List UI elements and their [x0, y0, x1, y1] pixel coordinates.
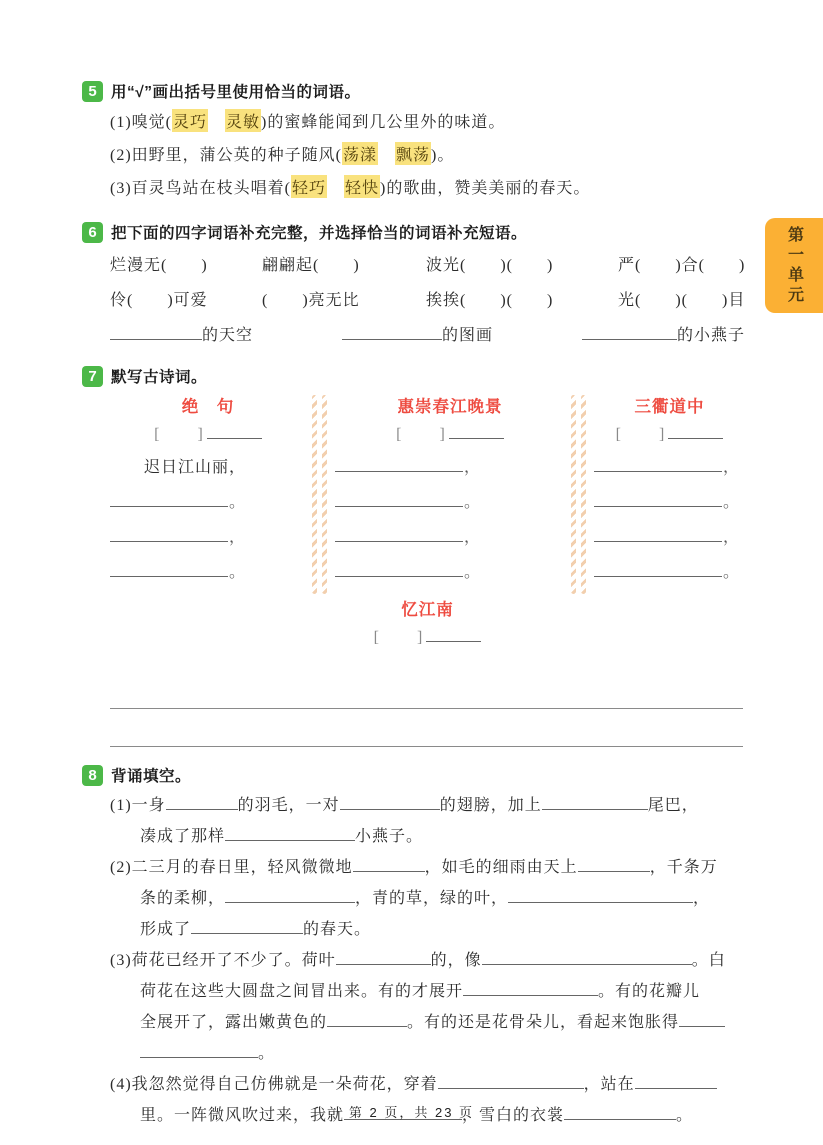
rope-divider [312, 395, 327, 594]
fill-blank [582, 334, 677, 340]
poem-line [110, 559, 306, 594]
worksheet-item [110, 142, 745, 175]
section-number-badge: 5 [82, 81, 103, 102]
text-run [327, 175, 344, 198]
worksheet-line [110, 1040, 745, 1071]
fill-blank [166, 804, 238, 810]
poem-title: 惠崇春江晚景 [397, 398, 503, 416]
page-footer: 第 2 页，共 23 页 [348, 1105, 475, 1120]
fill-blank [335, 570, 463, 577]
section-title: 默写古诗词。 [111, 369, 208, 386]
fill-blank [110, 334, 202, 340]
poems-row [110, 393, 745, 594]
punctuation: 。 [229, 564, 247, 581]
fill-blank [463, 990, 598, 996]
idiom-cell: 烂漫无( ) [110, 257, 208, 274]
text-run: ，千条万 [649, 859, 718, 876]
fill-blank [191, 928, 303, 934]
worksheet-line [110, 947, 745, 978]
idiom-cell: 光( )( )目 [618, 292, 746, 309]
text-run: 的图画 [441, 327, 493, 344]
fill-blank [668, 433, 723, 439]
fill-blank [438, 1083, 584, 1089]
dynasty-bracket: [ ] [154, 426, 205, 443]
text-run: 的，像 [430, 952, 482, 969]
idiom-cell: 翩翩起( ) [262, 257, 360, 274]
highlight-word: 灵巧 [172, 109, 208, 132]
worksheet-line [110, 175, 745, 208]
fill-blank [594, 500, 722, 507]
punctuation: ， [229, 529, 247, 546]
fill-blank [335, 535, 463, 542]
text-run: 凑成了那样 [140, 828, 226, 845]
unit-tab-label: 第一单元 [785, 225, 803, 306]
punctuation: ， [723, 529, 741, 546]
text-run: 里。一阵微风吹过来，我就 [140, 1107, 345, 1124]
poem-author-line [335, 421, 565, 454]
section-number-badge: 7 [82, 366, 103, 387]
poem-title: 忆江南 [401, 601, 454, 619]
worksheet-line [110, 142, 745, 175]
center-poem [110, 596, 745, 657]
worksheet-item [110, 792, 745, 854]
fill-blank [336, 959, 431, 965]
poem-column [335, 393, 565, 594]
highlight-word: 荡漾 [342, 142, 378, 165]
poem-line [110, 454, 306, 489]
section-number-badge: 8 [82, 765, 103, 786]
poem-author-line [374, 624, 482, 657]
text-run: )。 [431, 147, 455, 164]
section-5 [82, 78, 745, 208]
fill-blank [340, 804, 440, 810]
section-body [110, 393, 745, 747]
text-run: 的小燕子 [676, 327, 745, 344]
section-header [82, 363, 745, 389]
text-run: 。有的花瓣儿 [598, 983, 701, 1000]
poem-column [110, 393, 306, 594]
text-run: ，青的草，绿的叶， [355, 890, 509, 907]
section-title: 把下面的四字词语补充完整，并选择恰当的词语补充短语。 [111, 225, 528, 242]
text-run: 。有的还是花骨朵儿，看起来饱胀得 [407, 1014, 680, 1031]
phrase-row [110, 322, 745, 354]
text-run: 尾巴， [647, 797, 699, 814]
text-run: ，站在 [583, 1076, 635, 1093]
punctuation: ， [464, 529, 482, 546]
poem-title: 绝 句 [181, 398, 235, 416]
fill-blank [353, 866, 425, 872]
rope-divider [571, 395, 586, 594]
text-run: 的春天。 [303, 921, 372, 938]
text-run: 。 [676, 1107, 694, 1124]
text-run [208, 109, 225, 132]
text-run: 条的柔柳， [140, 890, 226, 907]
fill-blank [594, 465, 722, 472]
text-run: 。白 [691, 952, 726, 969]
punctuation: 。 [229, 494, 247, 511]
dynasty-bracket: [ ] [373, 629, 425, 646]
section-header [82, 762, 745, 788]
poem-line [110, 489, 306, 524]
fill-blank [426, 636, 481, 642]
fill-blank [594, 535, 722, 542]
idiom-cell: 伶( )可爱 [110, 292, 208, 309]
section-body [110, 252, 745, 354]
idiom-cell: 波光( )( ) [426, 257, 554, 274]
text-run: ，雪白的衣裳 [462, 1107, 565, 1124]
poem-title: 三衢道中 [634, 398, 705, 416]
worksheet-line [110, 885, 745, 916]
punctuation: 。 [723, 494, 741, 511]
poem-line [594, 454, 745, 489]
dynasty-bracket: [ ] [615, 426, 667, 443]
poem-line [335, 559, 565, 594]
fill-blank [342, 334, 442, 340]
section-title: 背诵填空。 [111, 768, 192, 785]
text-run: 。 [258, 1045, 276, 1062]
rope-strand [322, 395, 327, 594]
fill-blank [335, 500, 463, 507]
section-number-badge: 6 [82, 222, 103, 243]
fill-blank [110, 535, 228, 542]
fill-blank [594, 570, 722, 577]
section-title: 用“√”画出括号里使用恰当的词语。 [111, 84, 361, 101]
highlight-word: 飘荡 [395, 142, 431, 165]
worksheet-item [110, 947, 745, 1071]
text-run: (4)我忽然觉得自己仿佛就是一朵荷花，穿着 [110, 1076, 438, 1093]
worksheet-line [110, 1009, 745, 1040]
fill-blank [335, 465, 463, 472]
highlight-word: 轻快 [344, 175, 380, 198]
text-run: (3)荷花已经开了不少了。荷叶 [110, 952, 336, 969]
fill-blank [225, 835, 355, 841]
poem-author-line [110, 421, 306, 454]
poem-line [594, 559, 745, 594]
worksheet-item [110, 854, 745, 947]
section-header [82, 219, 745, 245]
fill-blank [110, 570, 228, 577]
fill-blank [140, 1052, 258, 1058]
poem-line [594, 524, 745, 559]
phrase-group [342, 322, 493, 345]
text-run: ， [693, 890, 711, 907]
highlight-word: 灵敏 [225, 109, 261, 132]
idiom-cell: ( )亮无比 [262, 292, 360, 309]
idiom-row [110, 287, 745, 322]
fill-blank [449, 433, 504, 439]
rope-strand [571, 395, 576, 594]
section-body [110, 792, 745, 1133]
punctuation: 。 [464, 494, 482, 511]
text-run: ，如毛的细雨由天上 [424, 859, 578, 876]
text-run: )的歌曲，赞美美丽的春天。 [380, 180, 591, 197]
worksheet-line [110, 1071, 745, 1102]
section-6 [82, 219, 745, 354]
section-7 [82, 363, 745, 747]
fill-blank [110, 500, 228, 507]
answer-line [110, 671, 743, 709]
poem-line [335, 489, 565, 524]
highlight-word: 轻巧 [291, 175, 327, 198]
idiom-cell: 挨挨( )( ) [426, 292, 554, 309]
punctuation: 。 [723, 564, 741, 581]
text-run: )的蜜蜂能闻到几公里外的味道。 [261, 114, 506, 131]
fill-blank [578, 866, 650, 872]
text-run: 小燕子。 [355, 828, 424, 845]
text-run: 形成了 [140, 921, 192, 938]
worksheet-line [110, 916, 745, 947]
idiom-row [110, 252, 745, 287]
spacer [110, 657, 745, 671]
fill-blank [225, 897, 355, 903]
worksheet-item [110, 175, 745, 208]
dynasty-bracket: [ ] [396, 426, 447, 443]
fill-blank [635, 1083, 717, 1089]
text-run: 荷花在这些大圆盘之间冒出来。有的才展开 [140, 983, 464, 1000]
section-header [82, 78, 745, 104]
fill-blank [327, 1021, 407, 1027]
poem-line [335, 524, 565, 559]
worksheet-item [110, 109, 745, 142]
section-body [110, 109, 745, 208]
text-run [378, 142, 395, 165]
text-run: 的羽毛，一对 [237, 797, 340, 814]
poem-line [110, 524, 306, 559]
rope-strand [312, 395, 317, 594]
text-run: 迟日江山丽， [144, 459, 247, 476]
worksheet-line [110, 978, 745, 1009]
fill-blank [482, 959, 692, 965]
poem-line [335, 454, 565, 489]
worksheet-line [110, 854, 745, 885]
punctuation: ， [464, 459, 482, 476]
rope-strand [581, 395, 586, 594]
fill-blank [542, 804, 648, 810]
poem-author-line [594, 421, 745, 454]
answer-line [110, 709, 743, 747]
worksheet-line [110, 109, 745, 142]
section-8 [82, 762, 745, 1133]
punctuation: ， [723, 459, 741, 476]
text-run: 的翅膀，加上 [439, 797, 542, 814]
text-run: (3)百灵鸟站在枝头唱着( [110, 180, 291, 197]
text-run: (2)二三月的春日里，轻风微微地 [110, 859, 353, 876]
worksheet-line [110, 823, 745, 854]
text-run: (2)田野里，蒲公英的种子随风( [110, 147, 342, 164]
text-run: (1)一身 [110, 797, 166, 814]
fill-blank [207, 433, 262, 439]
text-run: 的天空 [202, 327, 254, 344]
worksheet-line [110, 792, 745, 823]
punctuation: 。 [464, 564, 482, 581]
text-run: (1)嗅觉( [110, 114, 172, 131]
poem-line [594, 489, 745, 524]
fill-blank [679, 1021, 725, 1027]
unit-tab [765, 218, 823, 313]
text-run: 全展开了，露出嫩黄色的 [140, 1014, 328, 1031]
poem-column [594, 393, 745, 594]
phrase-group [582, 322, 745, 345]
phrase-group [110, 322, 253, 345]
fill-blank [508, 897, 693, 903]
idiom-cell: 严( )合( ) [618, 257, 746, 274]
